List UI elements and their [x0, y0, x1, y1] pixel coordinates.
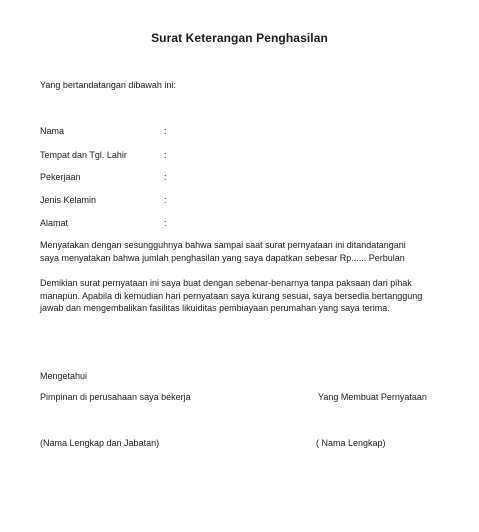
paragraph-line: jawab dan mengembalikan fasilitas likuiditas pembiayaan perumahan yang saya terima.: [40, 303, 390, 313]
document-title: Surat Keterangan Penghasilan: [151, 31, 328, 45]
intro-text: Yang bertandatangan dibawah ini:: [40, 80, 176, 90]
employer-name-placeholder: (Nama Lengkap dan Jabatan): [40, 438, 160, 448]
field-colon: :: [164, 126, 167, 136]
closing-paragraph: [40, 277, 450, 315]
acknowledged-label: Mengetahui: [40, 371, 88, 381]
paragraph-line: Menyatakan dengan sesungguhnya bahwa sampai saat surat pernyataan ini ditandatangani: [40, 240, 406, 250]
field-label-alamat: Alamat: [40, 218, 69, 228]
field-colon: :: [164, 218, 167, 228]
paragraph-line: Demikian surat pernyataan ini saya buat dengan sebenar-benarnya tanpa paksaan dari pihak: [40, 278, 412, 288]
field-label-tempat-tgl-lahir: Tempat dan Tgl. Lahir: [40, 150, 127, 160]
declarant-heading: Yang Membuat Pernyataan: [318, 392, 427, 402]
declarant-name-placeholder: ( Nama Lengkap): [316, 438, 386, 448]
field-colon: :: [164, 195, 167, 205]
field-label-jenis-kelamin: Jenis Kelamin: [40, 195, 97, 205]
statement-paragraph: [40, 239, 450, 264]
field-colon: :: [164, 172, 167, 182]
employer-heading: Pimpinan di perusahaan saya bekerja: [40, 392, 191, 402]
paragraph-line: manapun. Apabila di kemudian hari pernyataan saya kurang sesuai, saya bersedia bertanggung: [40, 290, 423, 301]
paragraph-line: saya menyatakan bahwa jumlah penghasilan yang saya dapatkan sebesar Rp...... Perbulan: [40, 252, 405, 263]
field-label-nama: Nama: [40, 126, 65, 136]
field-colon: :: [164, 150, 167, 160]
field-label-pekerjaan: Pekerjaan: [40, 172, 81, 182]
